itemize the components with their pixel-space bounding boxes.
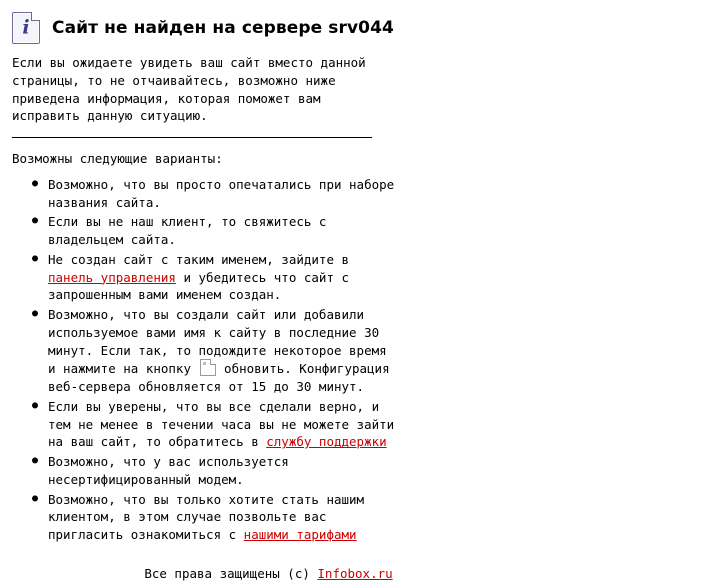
variant-text: Если вы не наш клиент, то свяжитесь с владельцем сайта. xyxy=(48,214,327,247)
footer xyxy=(12,566,715,581)
footer-link-infobox[interactable]: Infobox.ru xyxy=(317,565,393,581)
variant-text: и убедитесь что сайт с запрошенным вами именем создан. xyxy=(48,269,350,303)
variants-list xyxy=(12,176,715,544)
list-item xyxy=(48,398,398,451)
variant-link[interactable]: панель управления xyxy=(48,269,176,285)
variant-text: Если вы уверены, что вы все сделали верно, и тем не менее в течении часа вы не можете зайти на ваш сайт, то обратитесь в xyxy=(48,398,395,450)
variant-text: Возможно, что у вас используется несертифицированный модем. xyxy=(48,454,289,487)
info-icon xyxy=(12,12,40,44)
divider xyxy=(12,137,372,138)
page-header xyxy=(12,12,715,44)
variant-text: Возможно, что вы просто опечатались при наборе названия сайта. xyxy=(48,176,395,210)
list-item xyxy=(48,306,398,396)
variant-text: обновить. Конфигурация веб-сервера обновляется от 15 до 30 минут. xyxy=(48,361,390,394)
refresh-button-image-icon xyxy=(200,359,216,376)
variant-text: Не создан сайт с таким именем, зайдите в xyxy=(48,251,350,267)
list-item xyxy=(48,213,398,249)
list-item xyxy=(48,251,398,304)
intro-paragraph: Если вы ожидаете увидеть ваш сайт вместо данной страницы, то не отчаивайтесь, возможно ниже приведена информация, которая поможет вам исправить данную ситуацию. xyxy=(12,55,366,124)
footer-text: Все права защищены (с) xyxy=(144,565,318,581)
variant-link[interactable]: нашими тарифами xyxy=(243,527,357,542)
list-item xyxy=(48,453,398,489)
page-title: Сайт не найден на сервере srv044 xyxy=(52,18,394,38)
list-item xyxy=(48,491,398,544)
info-icon-glyph: i xyxy=(22,16,30,39)
variants-lead: Возможны следующие варианты: xyxy=(12,151,223,166)
variant-text: Возможно, что вы только хотите стать нашим клиентом, в этом случае позвольте вас пригласить ознакомиться с xyxy=(48,491,365,542)
variant-link[interactable]: службу поддержки xyxy=(266,434,387,450)
variant-text: Возможно, что вы создали сайт или добавили используемое вами имя к сайту в последние 30 минут. Если так, то подождите некоторое время и нажмите на кнопку xyxy=(48,307,387,377)
list-item xyxy=(48,176,398,212)
